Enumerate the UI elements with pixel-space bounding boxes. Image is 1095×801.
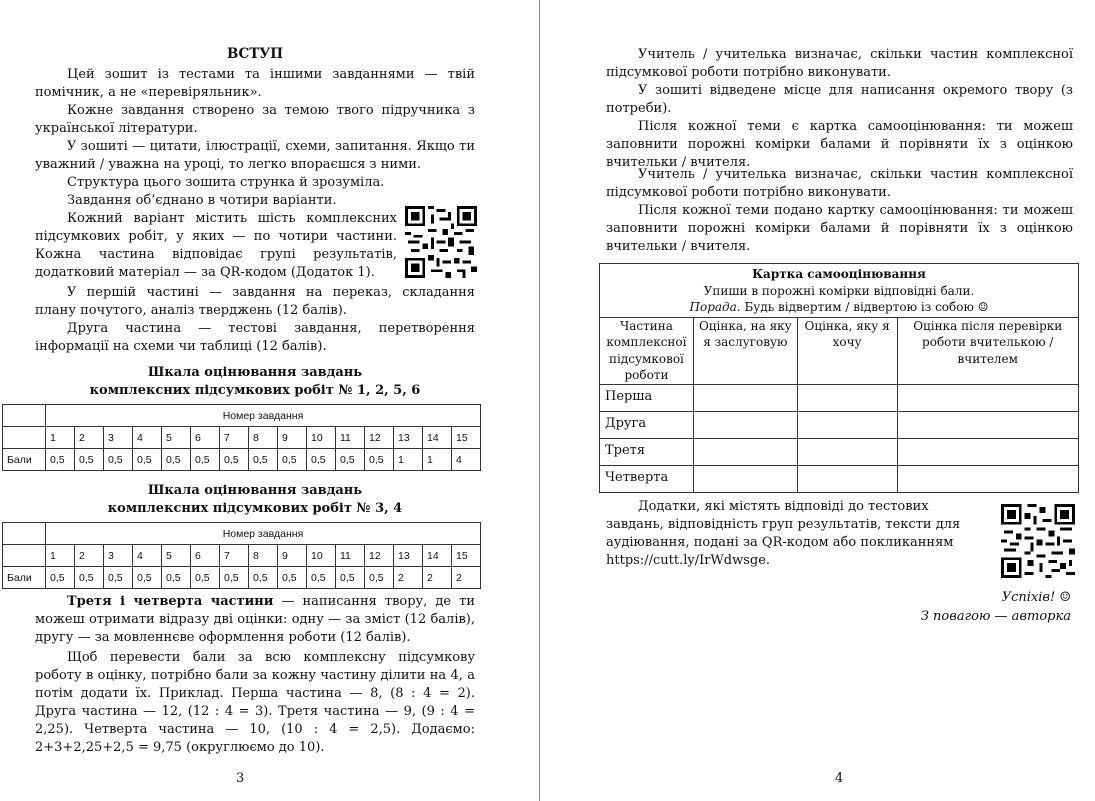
intro-paragraph-5: Завдання об’єднано в чотири варіанти. [67,193,337,208]
part-two-paragraph: Друга частина — тестові завдання, перетворення інформації на схеми чи таблиці (12 балів). [35,321,475,354]
page-number: 3 [236,771,245,786]
score-cell[interactable] [693,384,797,411]
card-row: Четверта [600,465,1079,492]
p4-paragraph-1: Учитель / учителька визначає, скільки частин комплексної підсумкової роботи потрібно виконувати. [606,47,1073,80]
self-assessment-card [599,263,1079,493]
scale-1-table [2,404,481,471]
score-cell[interactable] [693,438,797,465]
score-cell[interactable] [797,384,897,411]
card-row: Перша [600,384,1079,411]
variant-paragraph: Кожний варіант містить шість комплексних підсумкових робіт, у яких — по чотири частини. Кожна частина відповідає групі результатів, додатковий матеріал — за QR-кодом (Додаток 1). [35,211,397,280]
intro-paragraph-3: У зошиті — цитати, ілюстрації, схеми, запитання. Якщо ти уважний / уважна на уроці, то легко впораєшся з ними. [35,139,475,172]
score-row: Бали 0,5 0,5 0,5 0,5 0,5 0,5 0,5 0,5 0,5 0,5 0,5 0,5 1 1 4 [3,449,481,471]
page-title: ВСТУП [227,46,283,62]
card-row: Друга [600,411,1079,438]
third-fourth-paragraph: Третя і четверта частини — написання твору, де ти можеш отримати відразу дві оцінки: одну — за зміст (12 балів), другу — за мовленнєве оформлення роботи (12 балів). [35,594,475,645]
scale-2-title: Шкала оцінювання завдань комплексних підсумкових робіт № 3, 4 [107,483,403,516]
card-header [600,264,1079,318]
page-3 [0,0,540,801]
conversion-paragraph: Щоб перевести бали за всю комплексну підсумкову роботу в оцінку, потрібно бали за кожну частину ділити на 4, а потім додати їх. Приклад. Перша частина — 8, (8 : 4 = 2). Друга частина — 12, (12 : 4 = 3). Третя частина — 9, (9 : 4 = 2,25). Четверта частина — 10, (10 : 4 = 2,5). Додаємо: 2+3+2,25+2,5 = 9,75 (округлюємо до 10). [35,650,475,755]
card-tip: Порада. Будь відвертим / відвертою із собою ☺ [689,300,989,314]
score-cell[interactable] [693,411,797,438]
p4-paragraph-4: Учитель / учителька визначає, скільки частин комплексної підсумкової роботи потрібно виконувати. [606,167,1073,200]
col-header-deserve: Оцінка, на яку я заслуговую [693,317,797,384]
col-header-want: Оцінка, яку я хочу [797,317,897,384]
page-number: 4 [835,771,844,786]
score-cell[interactable] [897,384,1079,411]
intro-paragraph-4: Структура цього зошита струнка й зрозуміла. [67,175,385,190]
p4-paragraph-5: Після кожної теми подано картку самооцінювання: ти можеш заповнити порожні комірки балами й порівняти їх з оцінкою вчительки / вчителя. [606,203,1073,254]
qr-code-icon [405,206,477,278]
table-header: Номер завдання [46,523,481,545]
intro-paragraph-1: Цей зошит із тестами та іншими завданнями — твій помічник, а не «перевіряльник». [35,67,475,100]
part-one-paragraph: У першій частині — завдання на переказ, складання плану почутого, аналіз тверджень (12 балів). [35,285,475,318]
card-row: Третя [600,438,1079,465]
score-cell[interactable] [897,465,1079,492]
scale-1-title: Шкала оцінювання завдань комплексних підсумкових робіт № 1, 2, 5, 6 [89,365,421,398]
intro-paragraph-2: Кожне завдання створено за темою твого підручника з української літератури. [35,103,475,136]
card-title: Картка самооцінювання [752,267,926,281]
scale-2-table [2,522,481,589]
p4-paragraph-3: Після кожної теми є картка самооцінювання: ти можеш заповнити порожні комірки балами й порівняти їх з оцінкою вчительки / вчителя. [606,119,1073,170]
card-instruction: Упиши в порожні комірки відповідні бали. [703,283,975,298]
task-number-row: 1 2 3 4 5 6 7 8 9 10 11 12 13 14 15 [3,427,481,449]
page-4 [541,0,1095,801]
qr-code-icon [1001,504,1075,578]
col-header-teacher: Оцінка після перевірки роботи вчителькою / вчителем [897,317,1079,384]
score-cell[interactable] [897,411,1079,438]
appendix-paragraph: Додатки, які містять відповіді до тестових завдань, відповідність груп результатів, тексти для аудіювання, подані за QR-кодом або покликанням https://cutt.ly/IrWdwsge. [606,499,961,568]
score-cell[interactable] [797,411,897,438]
col-header-part: Частина комплексної підсумкової роботи [600,317,694,384]
wish-text: Успіхів! ☺ [1001,590,1071,605]
score-cell[interactable] [797,465,897,492]
table-header: Номер завдання [46,405,481,427]
card-column-headers [600,317,1079,384]
score-cell[interactable] [897,438,1079,465]
score-cell[interactable] [693,465,797,492]
score-cell[interactable] [797,438,897,465]
signature-text: З повагою — авторка [920,609,1071,624]
score-row: Бали 0,5 0,5 0,5 0,5 0,5 0,5 0,5 0,5 0,5 0,5 0,5 0,5 2 2 2 [3,567,481,589]
task-number-row: 1 2 3 4 5 6 7 8 9 10 11 12 13 14 15 [3,545,481,567]
p4-paragraph-2: У зошиті відведене місце для написання окремого твору (з потреби). [606,83,1073,116]
